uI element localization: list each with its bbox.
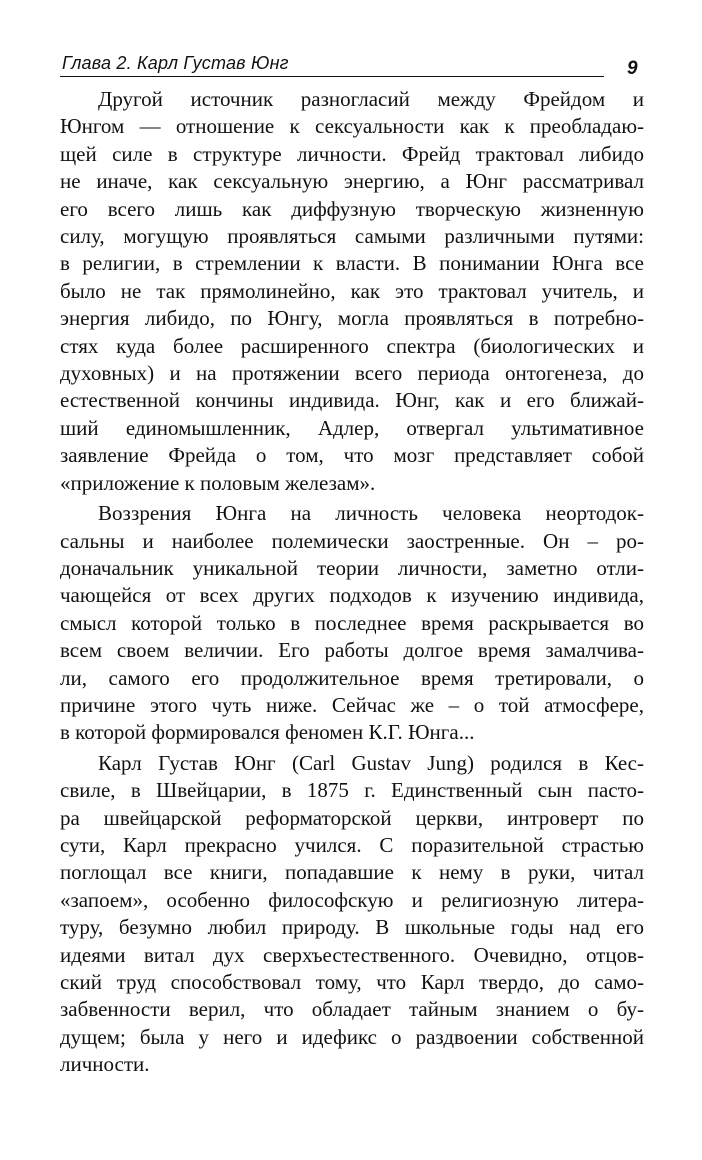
text-line: всем своем величии. Его работы долгое время замалчива- [60,638,644,663]
page-number: 9 [627,58,638,79]
text-line: в религии, в стремлении к власти. В понимании Юнга все [60,251,644,276]
text-line: в которой формировался феномен К.Г. Юнга... [60,720,475,745]
text-line: Карл Густав Юнг (Carl Gustav Jung) родился в Кес- [98,750,644,775]
text-line: ший единомышленник, Адлер, отвергал ультимативное [60,415,644,440]
text-line: щей силе в структуре личности. Фрейд трактовал либидо [60,141,644,166]
body-text [60,86,644,1082]
text-line: ский труд способствовал тому, что Карл твердо, до само- [60,970,644,994]
text-line: энергия либидо, по Юнгу, могла проявляться в потребно- [60,306,644,331]
paragraph-1 [60,86,644,497]
text-line: не иначе, как сексуальную энергию, а Юнг рассматривал [60,169,644,194]
text-line: свиле, в Швейцарии, в 1875 г. Единственный сын пасто- [60,778,644,803]
text-line: забвенности верил, что обладает тайным знанием о бу- [60,997,644,1022]
text-line: дущем; была у него и идефикс о раздвоении собственной [60,1024,644,1049]
text-line: духовных) и на протяжении всего периода онтогенеза, до [60,361,644,386]
text-line: силу, могущую проявляться самыми различными путями: [60,224,644,249]
text-line: ра швейцарской реформаторской церкви, интроверт по [60,805,644,830]
text-line: смысл которой только в последнее время раскрывается во [60,610,644,635]
text-line: «запоем», особенно философскую и религиозную литера- [60,887,644,912]
paragraph-2 [60,500,644,747]
text-line: Воззрения Юнга на личность человека неортодок- [98,501,644,526]
text-line: причине этого чуть ниже. Сейчас же – о той атмосфере, [60,692,644,717]
text-line: естественной кончины индивида. Юнг, как и его ближай- [60,388,644,413]
text-line: личности. [60,1052,150,1077]
text-line: чающейся от всех других подходов к изучению индивида, [60,583,644,608]
chapter-title: Глава 2. Карл Густав Юнг [62,53,289,73]
text-line: туру, безумно любил природу. В школьные годы над его [60,915,644,940]
text-line: его всего лишь как диффузную творческую жизненную [60,196,644,221]
text-line: было не так прямолинейно, как это трактовал учитель, и [60,278,644,303]
text-line: Юнгом — отношение к сексуальности как к преобладаю- [60,114,644,139]
text-line: сути, Карл прекрасно учился. С поразительной страстью [60,832,644,857]
header-rule [60,76,604,77]
text-line: ли, самого его продолжительное время третировали, о [60,665,644,690]
text-line: доначальник уникальной теории личности, заметно отли- [60,555,644,580]
text-line: Другой источник разногласий между Фрейдом и [98,87,644,111]
text-line: поглощал все книги, попадавшие к нему в руки, читал [60,860,644,885]
text-line: стях куда более расширенного спектра (биологических и [60,333,644,358]
text-line: сальны и наиболее полемически заостренные. Он – ро- [60,528,644,553]
paragraph-3 [60,750,644,1079]
text-line: «приложение к половым железам». [60,470,376,495]
text-line: идеями витал дух сверхъестественного. Очевидно, отцов- [60,942,644,967]
text-line: заявление Фрейда о том, что мозг представляет собой [60,443,644,468]
